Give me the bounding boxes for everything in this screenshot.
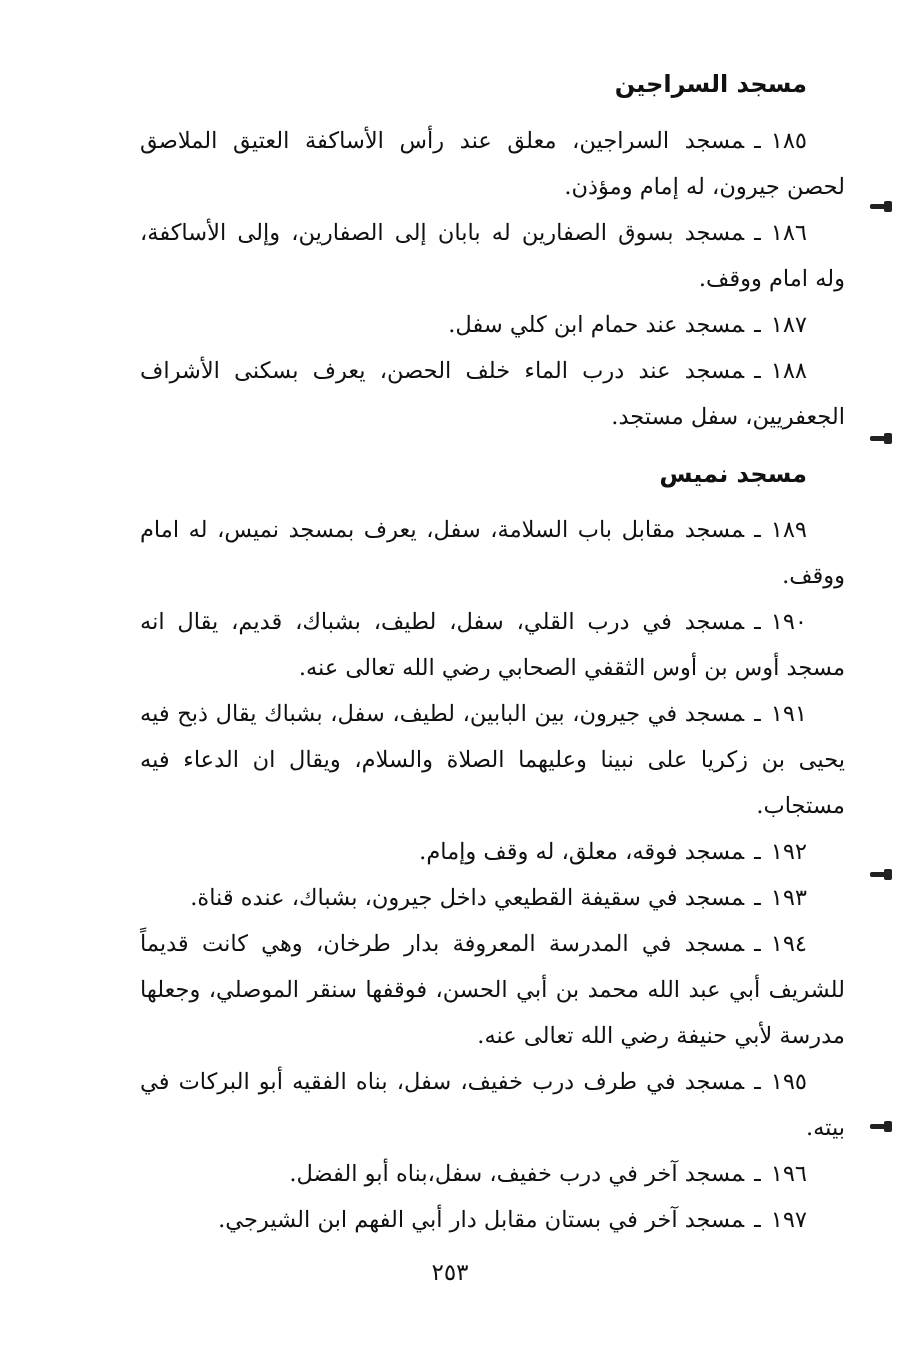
margin-mark (870, 204, 892, 209)
margin-mark (870, 1124, 892, 1129)
section-heading: مسجد السراجين (614, 70, 807, 98)
entry-text: مسجد عند حمام ابن كلي سفل. (448, 311, 745, 338)
margin-mark (870, 436, 892, 441)
entry-number: ١٩١ (770, 701, 807, 728)
entry-194: ١٩٤ـمسجد في المدرسة المعروفة بدار طرخان، وهي كانت قديماً للشريف أبي عبد الله محمد بن أبي الحسن، فوقفها سنقر الموصلي، وجعلها مدرسة لأبي حنيفة رضي الله تعالى عنه. (140, 931, 845, 1050)
entry-number: ١٩٥ (770, 1069, 807, 1096)
entry-191: ١٩١ـمسجد في جيرون، بين البابين، لطيف، سفل، بشباك يقال ذبح فيه يحيى بن زكريا على نبينا وعليهما الصلاة والسلام، ويقال ان الدعاء فيه مستجاب. (140, 701, 845, 820)
entry-189: ١٨٩ـمسجد مقابل باب السلامة، سفل، يعرف بمسجد نميس، له امام ووقف. (140, 517, 845, 590)
entry-text: مسجد آخر في بستان مقابل دار أبي الفهم ابن الشيرجي. (218, 1207, 745, 1234)
section-numays (140, 458, 845, 1244)
entry-196: ١٩٦ـمسجد آخر في درب خفيف، سفل،بناه أبو الفضل. (289, 1161, 807, 1188)
entry-number: ١٩٣ (770, 885, 807, 912)
entry-number: ١٩٠ (770, 609, 807, 636)
entry-number: ١٩٦ (770, 1161, 807, 1188)
entry-193: ١٩٣ـمسجد في سقيفة القطيعي داخل جيرون، بشباك، عنده قناة. (190, 885, 807, 912)
entry-number: ١٩٧ (770, 1207, 807, 1234)
entry-number: ١٨٥ (770, 127, 807, 154)
entry-186: ١٨٦ـمسجد بسوق الصفارين له بابان إلى الصفارين، وإلى الأساكفة، وله امام ووقف. (140, 219, 845, 292)
entry-number: ١٨٧ (770, 311, 807, 338)
entry-text: مسجد في طرف درب خفيف، سفل، بناه الفقيه أبو البركات في بيته. (140, 1069, 845, 1142)
entry-number: ١٨٩ (770, 517, 807, 544)
entry-text: مسجد مقابل باب السلامة، سفل، يعرف بمسجد نميس، له امام ووقف. (140, 517, 845, 590)
entry-197: ١٩٧ـمسجد آخر في بستان مقابل دار أبي الفهم ابن الشيرجي. (218, 1207, 807, 1234)
entry-text: مسجد بسوق الصفارين له بابان إلى الصفارين، وإلى الأساكفة، وله امام ووقف. (140, 219, 845, 292)
entry-text: مسجد في المدرسة المعروفة بدار طرخان، وهي كانت قديماً للشريف أبي عبد الله محمد بن أبي الحسن، فوقفها سنقر الموصلي، وجعلها مدرسة لأبي حنيفة رضي الله تعالى عنه. (140, 931, 845, 1050)
entry-text: مسجد في جيرون، بين البابين، لطيف، سفل، بشباك يقال ذبح فيه يحيى بن زكريا على نبينا وعليهما الصلاة والسلام، ويقال ان الدعاء فيه مستجاب. (140, 701, 845, 820)
entry-190: ١٩٠ـمسجد في درب القلي، سفل، لطيف، بشباك، قديم، يقال انه مسجد أوس بن أوس الثقفي الصحابي رضي الله تعالى عنه. (140, 609, 845, 682)
section-sarrajin (140, 68, 845, 440)
entry-187: ١٨٧ـمسجد عند حمام ابن كلي سفل. (448, 311, 807, 338)
entry-185: ١٨٥ـمسجد السراجين، معلق عند رأس الأساكفة العتيق الملاصق لحصن جيرون، له إمام ومؤذن. (140, 127, 845, 200)
entry-192: ١٩٢ـمسجد فوقه، معلق، له وقف وإمام. (419, 839, 807, 866)
entry-number: ١٩٤ (770, 931, 807, 958)
entry-188: ١٨٨ـمسجد عند درب الماء خلف الحصن، يعرف بسكنى الأشراف الجعفريين، سفل مستجد. (140, 357, 845, 430)
entry-text: مسجد السراجين، معلق عند رأس الأساكفة العتيق الملاصق لحصن جيرون، له إمام ومؤذن. (140, 127, 845, 200)
page-body (140, 60, 845, 1243)
margin-mark (870, 872, 892, 877)
entry-text: مسجد آخر في درب خفيف، سفل،بناه أبو الفضل. (289, 1161, 745, 1188)
page-number: ٢٥٣ (431, 1260, 469, 1286)
section-heading: مسجد نميس (659, 459, 807, 488)
entry-number: ١٨٦ (770, 219, 807, 246)
entry-text: مسجد عند درب الماء خلف الحصن، يعرف بسكنى الأشراف الجعفريين، سفل مستجد. (140, 357, 845, 430)
entry-number: ١٨٨ (770, 357, 807, 384)
entry-text: مسجد في درب القلي، سفل، لطيف، بشباك، قديم، يقال انه مسجد أوس بن أوس الثقفي الصحابي رضي الله تعالى عنه. (140, 609, 845, 682)
entry-195: ١٩٥ـمسجد في طرف درب خفيف، سفل، بناه الفقيه أبو البركات في بيته. (140, 1069, 845, 1142)
entry-text: مسجد فوقه، معلق، له وقف وإمام. (419, 839, 745, 866)
entry-text: مسجد في سقيفة القطيعي داخل جيرون، بشباك، عنده قناة. (190, 885, 745, 912)
entry-number: ١٩٢ (770, 839, 807, 866)
